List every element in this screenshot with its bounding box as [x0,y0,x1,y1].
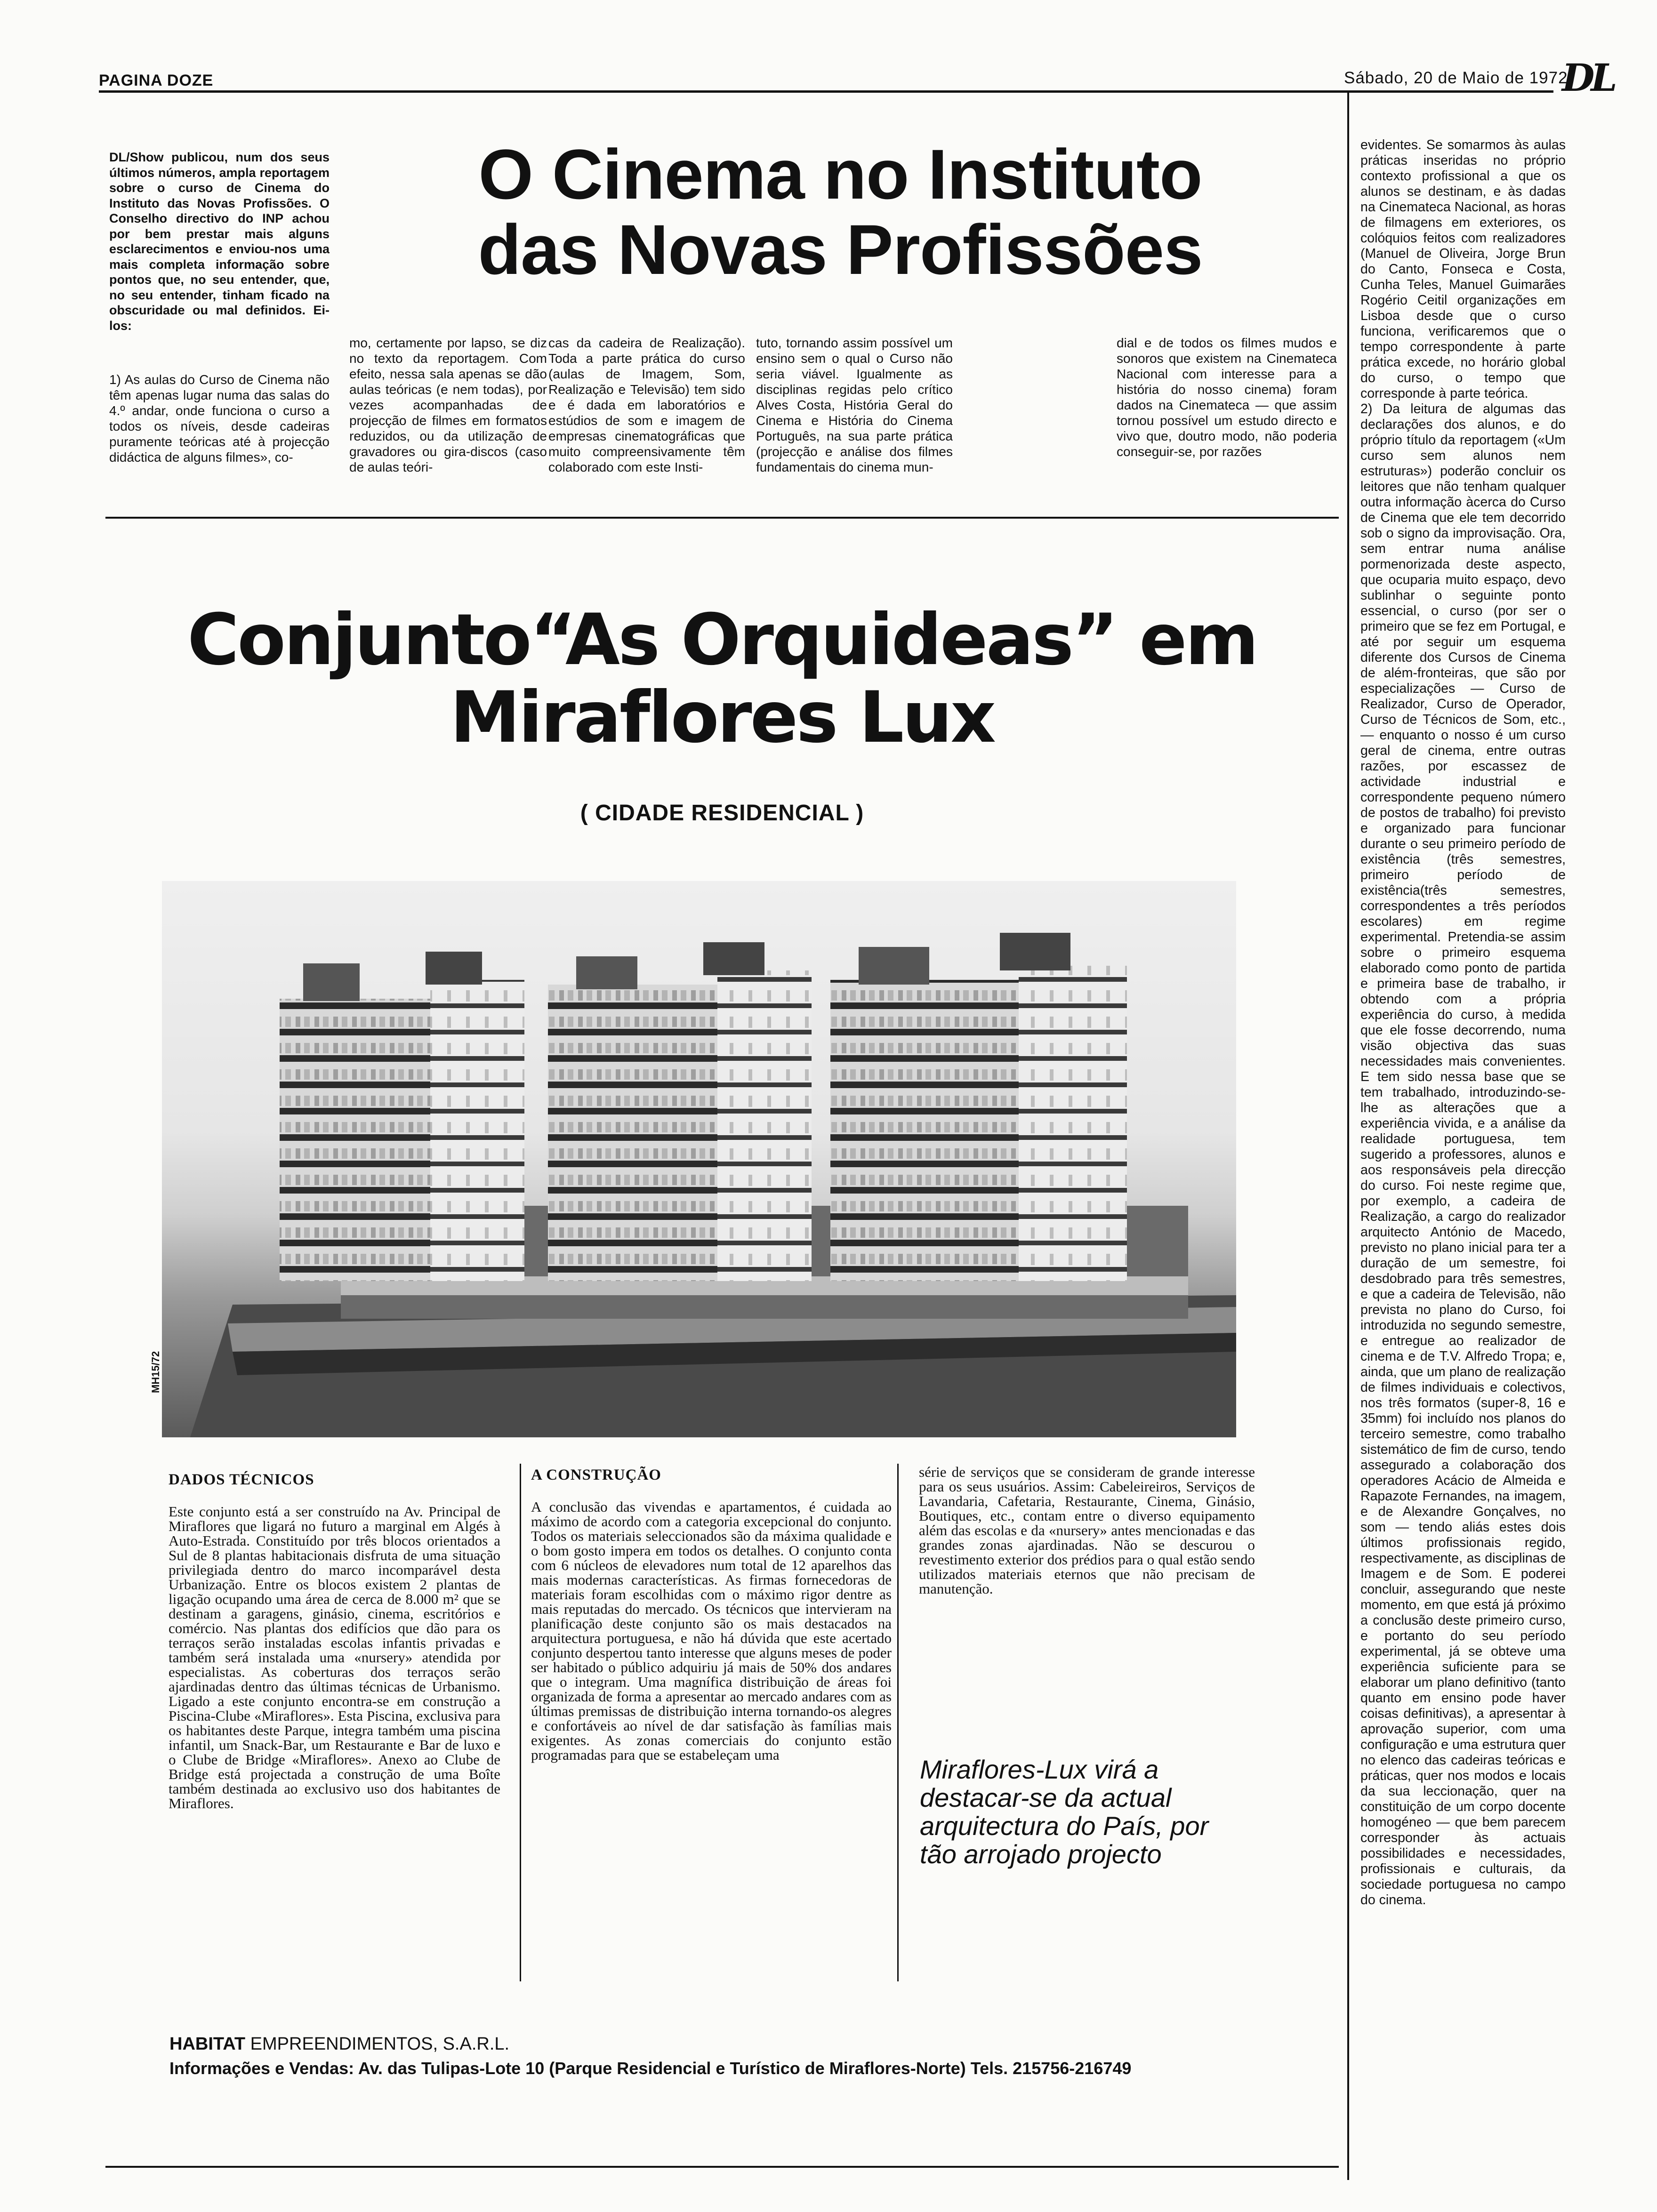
building-model-photo [162,881,1236,1437]
cinema-col-5: dial e de todos os filmes mudos e sonoros que existem na Cinemateca Nacional com interesse para a história do nosso cinema) foram dados na Cinemateca — que assim tornou possível um estudo directo e vivo que, doutro modo, não poderia conseguir-se, por razões [1117,336,1337,459]
page-label: PAGINA DOZE [99,72,214,89]
orquideas-headline [105,601,1339,757]
cinema-right-paragraph-1: evidentes. Se somarmos às aulas práticas inseridas no próprio contexto profissional a que os alunos se destinam, e às dadas na Cinemateca Nacional, as horas de filmagens em exteriores, os colóquios feitos com realizadores (Manuel de Oliveira, Jorge Brun do Canto, Fonseca e Costa, Cunha Teles, Manuel Guimarães Rogério Ceitil organizações em Lisboa desde que o curso funciona, verificaremos que o tempo correspondente à parte prática excede, no horário global do curso, o tempo que corresponde à parte teórica. [1360,137,1566,401]
servicos-text: série de serviços que se consideram de grande interesse para os seus usuários. Assim: Cabeleireiros, Serviços de Lavandaria, Cafetaria, Restaurante, Cinema, Ginásio, Boutiques, etc., contam entre o diverso equipamento além das escolas e da «nursery» antes mencionadas e das grandes zonas ajardinadas. Não se descurou o revestimento exterior dos prédios para o qual estão sendo utilizados materiais eternos que não precisam de manutenção. [919,1464,1255,1597]
cinema-headline [339,136,1342,287]
cinema-col-3: cas da cadeira de Realização). Toda a parte prática do curso (aulas de Imagem, Som, Realização e Televisão) tem sido e é dada em laboratórios e estúdios de som e imagem de empresas cinematográficas que muito compreensivamente têm colaborado com este Insti- [548,336,745,474]
header-rule [99,90,1553,93]
orquideas-headline-line-2: Miraflores Lux [450,677,994,759]
newspaper-logo: DL [1562,56,1614,100]
article-divider-rule [105,517,1339,519]
orquideas-headline-line-1: Conjunto“As Orquideas” em [187,599,1257,681]
bottom-rule [105,2166,1339,2168]
footer-company-type: EMPREENDIMENTOS, S.A.R.L. [245,2034,510,2054]
column-rule-2 [897,1464,899,1981]
footer-contact-info: Informações e Vendas: Av. das Tulipas-Lote 10 (Parque Residencial e Turístico de Miraflores-Norte) Tels. 215756-216749 [169,2059,1132,2078]
photo-code: MH15/72 [150,1351,161,1393]
column-rule-1 [520,1464,521,1981]
construcao-heading: A CONSTRUÇÃO [531,1467,661,1483]
dados-tecnicos-heading: DADOS TÉCNICOS [169,1471,314,1488]
cinema-headline-line-1: O Cinema no Instituto [478,135,1202,214]
building-model-illustration [162,881,1236,1437]
pull-quote: Miraflores-Lux virá a destacar-se da actual arquitectura do País, por tão arrojado projecto [920,1755,1209,1869]
issue-date: Sábado, 20 de Maio de 1972 [1344,69,1568,87]
cinema-col-2: mo, certamente por lapso, se diz no texto da reportagem. Com efeito, nessa sala apenas se dão aulas teóricas (e nem todas), por vezes acompanhadas de projecção de filmes em formatos reduzidos, ou da utilização de gravadores ou gira-discos (caso de aulas teóri- [349,336,547,474]
orquideas-kicker: ( CIDADE RESIDENCIAL ) [580,801,864,825]
cinema-right-paragraph-2: 2) Da leitura de algumas das declarações dos alunos, e do próprio título da reportagem («Um curso sem alunos nem estruturas») poderão concluir os leitores que não tenham qualquer outra informação àcerca do Curso de Cinema que ele tem decorrido sob o signo da improvisação. Ora, sem entrar numa análise pormenorizada deste aspecto, que ocuparia muito espaço, devo sublinhar o seguinte ponto essencial, o curso (por ser o primeiro que se fez em Portugal, e até por seguir um esquema diferente dos Cursos de Cinema de além-fronteiras, que são por especializações — Curso de Realizador, Curso de Operador, Curso de Técnicos de Som, etc., — enquanto o nosso é um curso geral de cinema, entre outras razões, por escassez de actividade industrial e correspondente pequeno número de postos de trabalho) foi previsto e organizado para funcionar durante o seu primeiro período de existência (três semestres, primeiro período de existência(três semestres, correspondentes a três períodos escolares) em regime experimental. Pretendia-se assim sobre o primeiro esquema elaborado como ponto de partida e primeira base de trabalho, ir obtendo com a própria experiência do curso, à medida que ele fosse decorrendo, numa visão objectiva das suas necessidades mais convenientes. E tem sido nessa base que se tem trabalhado, introduzindo-se-lhe as alterações que a experiência vivida, e a análise da realidade portuguesa, tem sugerido a professores, alunos e aos responsáveis pela direcção do curso. Foi neste regime que, por exemplo, a cadeira de Realização, a cargo do realizador arquitecto António de Macedo, previsto no plano inicial para ter a duração de um semestre, foi desdobrado para três semestres, e que a cadeira de Televisão, não prevista no plano do Curso, foi introduzida no segundo semestre, e entregue ao realizador de cinema e de T.V. Alfredo Tropa; e, ainda, que um plano de realização de filmes individuais e colectivos, nos três formatos (super-8, 16 e 35mm) foi incluído nos planos do terceiro semestre, como trabalho sistemático de fim de curso, tendo assegurado a colaboração dos operadores Acácio de Almeida e Rapazote Fernandes, na imagem, e de Alexandre Gonçalves, no som — tendo aliás estes dois últimos profissionais regido, respectivamente, as disciplinas de Imagem e de Som. E poderei concluir, assegurando que neste momento, em que está já próximo a conclusão deste primeiro curso, e portanto do seu período experimental, já se obteve uma experiência suficiente para se elaborar um plano definitivo (tanto quanto em ensino pode haver coisas definitivas), a apresentar à aprovação superior, com uma configuração e uma estrutura quer no elenco das cadeiras teóricas e práticas, quer nos modos e locais da sua leccionação, quer na constituição de um corpo docente homogéneo — que bem parecem corresponder às actuais possibilidades e necessidades, profissionais e culturais, da sociedade portuguesa no campo do cinema. [1360,401,1566,1907]
footer-company-name: HABITAT [169,2034,246,2054]
cinema-intro: DL/Show publicou, num dos seus últimos números, ampla reportagem sobre o curso de Cinema do Instituto das Novas Profissões. O Conselho directivo do INP achou por bem prestar mais alguns esclarecimentos e enviou-nos uma mais completa informação sobre pontos que, no seu entender, que, no seu entender, tinham ficado na obscuridade ou mal definidos. Ei-los: [109,150,330,333]
dados-tecnicos-text: Este conjunto está a ser construído na Av. Principal de Miraflores que ligará no futuro a marginal em Algés à Auto-Estrada. Constituído por três blocos orientados a Sul de 8 plantas habitacionais disfruta de uma situação privilegiada dentro do marco incomparável desta Urbanização. Entre os blocos existem 2 plantas de ligação ocupando uma área de cerca de 8.000 m² que se destinam a garagens, ginásio, cinema, escritórios e comércio. Nas plantas dos edifícios que dão para os terraços serão instaladas escolas infantis privadas e também será instalada uma «nursery» atendida por especialistas. As coberturas dos terraços serão ajardinadas dentro das últimas técnicas de Urbanismo. Ligado a este conjunto encontra-se em construção a Piscina-Clube «Miraflores». Esta Piscina, exclusiva para os habitantes deste Parque, integra também uma piscina infantil, um Snack-Bar, um Restaurante e Bar de luxo e o Clube de Bridge «Miraflores». Anexo ao Clube de Bridge está projectada a construção de uma Boîte também destinada ao exclusivo uso dos habitantes de Miraflores. [169,1503,500,1811]
cinema-col-1: 1) As aulas do Curso de Cinema não têm apenas lugar numa das salas do 4.º andar, onde funciona o curso a todos os níveis, desde cadeiras puramente teóricas até à projecção didáctica de alguns filmes», co- [109,372,330,465]
footer-company [169,2034,509,2054]
cinema-right-column [1360,137,1566,1908]
cinema-col-4: tuto, tornando assim possível um ensino sem o qual o Curso não seria viável. Igualmente as disciplinas regidas pelo crítico Alves Costa, História Geral do Cinema e História do Cinema Português, na sua parte prática (projecção e análise dos filmes fundamentais do cinema mun- [756,336,953,474]
right-column-rule [1347,90,1349,2180]
cinema-headline-line-2: das Novas Profissões [478,210,1203,289]
construcao-text: A conclusão das vivendas e apartamentos, é cuidada ao máximo de acordo com a categoria excepcional do conjunto. Todos os materiais seleccionados são da máxima qualidade e o bom gosto impera em todos os detalhes. O conjunto conta com 6 núcleos de elevadores num total de 12 aparelhos das mais modernas características. As firmas fornecedoras de materiais foram escolhidas com o máximo rigor dentre as mais reputadas do mercado. Os técnicos que intervieram na planificação deste conjunto são os mais destacados na arquitectura portuguesa, e não há dúvida que este acertado conjunto despertou tanto interesse que alguns meses de poder ser habitado o público adquiriu já mais de 50% dos andares que o integram. Uma magnífica distribuição de áreas foi organizada de forma a apresentar ao mercado andares com as últimas premissas de distribuição interna tornando-os alegres e confortáveis ao nível de dar satisfação às famílias mais exigentes. As zonas comerciais do conjunto estão programadas para que se estabeleçam uma [531,1499,892,1763]
